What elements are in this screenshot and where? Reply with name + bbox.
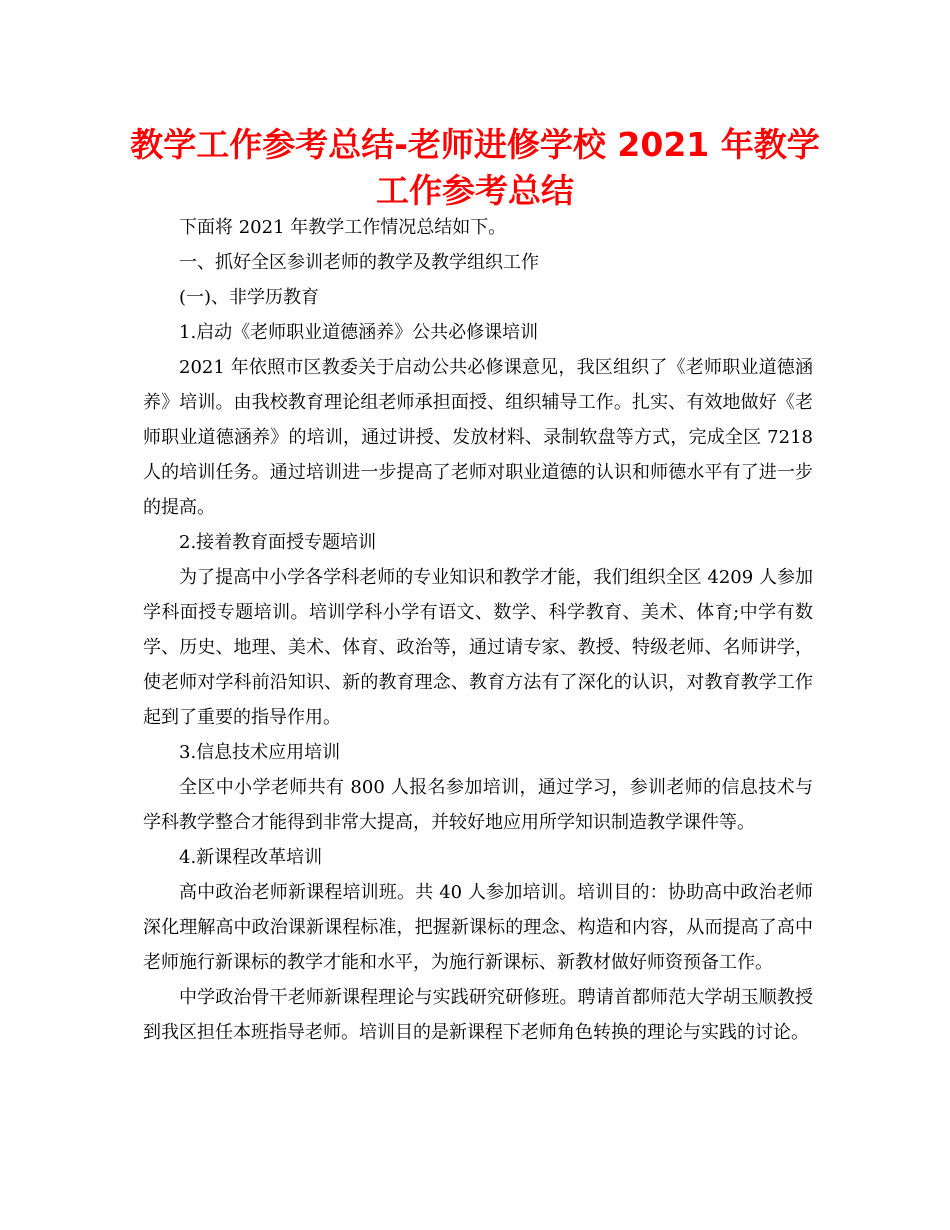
document-body [143,210,813,1050]
paragraph-item-4a: 高中政治老师新课程培训班。共 40 人参加培训。培训目的：协助高中政治老师深化理解高中政治课新课程标准，把握新课标的理念、构造和内容，从而提高了高中老师施行新课标的教学才能和水平，为施行新课标、新教材做好师资预备工作。 [143,882,813,973]
section-heading-1: 一、抓好全区参训老师的教学及教学组织工作 [179,252,539,273]
paragraph-item-3: 全区中小学老师共有 800 人报名参加培训，通过学习，参训老师的信息技术与学科教学整合才能得到非常大提高，并较好地应用所学知识制造教学课件等。 [143,777,813,833]
subsection-heading-1: (一)、非学历教育 [179,287,320,308]
paragraph-item-4b: 中学政治骨干老师新课程理论与实践研究研修班。聘请首都师范大学胡玉顺教授到我区担任本班指导老师。培训目的是新课程下老师角色转换的理论与实践的讨论。 [143,987,813,1043]
paragraph-item-1: 2021 年依照市区教委关于启动公共必修课意见，我区组织了《老师职业道德涵养》培训。由我校教育理论组老师承担面授、组织辅导工作。扎实、有效地做好《老师职业道德涵养》的培训，通过讲授、发放材料、录制软盘等方式，完成全区 7218 人的培训任务。通过培训进一步提高了老师对职业道德的认识和师德水平有了进一步的提高。 [143,357,813,518]
document-title: 教学工作参考总结-老师进修学校 2021 年教学工作参考总结 [130,125,820,210]
item-heading-4: 4.新课程改革培训 [179,847,323,868]
item-heading-1: 1.启动《老师职业道德涵养》公共必修课培训 [179,322,539,343]
item-heading-3: 3.信息技术应用培训 [179,742,341,763]
item-heading-2: 2.接着教育面授专题培训 [179,532,377,553]
paragraph-item-2: 为了提高中小学各学科老师的专业知识和教学才能，我们组织全区 4209 人参加学科面授专题培训。培训学科小学有语文、数学、科学教育、美术、体育;中学有数学、历史、地理、美术、体育、政治等，通过请专家、教授、特级老师、名师讲学，使老师对学科前沿知识、新的教育理念、教育方法有了深化的认识，对教育教学工作起到了重要的指导作用。 [143,567,813,728]
paragraph-intro: 下面将 2021 年教学工作情况总结如下。 [179,217,507,238]
